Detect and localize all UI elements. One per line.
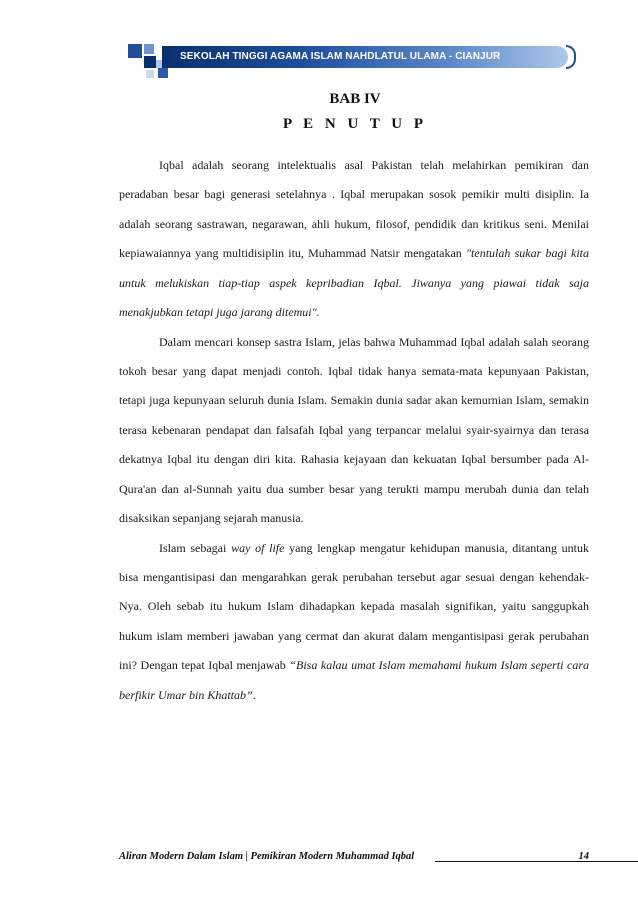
header-banner-cap: [566, 45, 576, 69]
text-run: yang lengkap mengatur kehidupan manusia, ditantang untuk bisa mengantisipasi dan mengarahkan gerak perubahan tersebut agar sesuai dengan kehendak-Nya. Oleh sebab itu hukum Islam dihadapkan kepada masalah signifikan, yaitu sanggupkah hukum islam memberi jawaban yang cermat dan akurat dalam mengantisipasi gerak perubahan ini? Dengan tepat Iqbal menjawab: [119, 540, 589, 673]
page-header: [0, 0, 638, 90]
footer-title: Aliran Modern Dalam Islam | Pemikiran Modern Muhammad Iqbal: [119, 851, 415, 862]
paragraph: [119, 534, 589, 710]
paragraph: [119, 151, 589, 327]
paragraph: [119, 328, 589, 534]
header-logo-square: [144, 44, 154, 54]
page-footer: [119, 851, 589, 867]
italic-text: way of life: [231, 540, 285, 555]
italic-text: "tentulah sukar bagi kita untuk melukiskan tiap-tiap aspek kepribadian Iqbal. Jiwanya yang piawai tidak saja menakjubkan tetapi juga jarang ditemui".: [119, 246, 589, 320]
text-run: Dalam mencari konsep sastra Islam, jelas bahwa Muhammad Iqbal adalah salah seorang tokoh besar yang dapat menjadi contoh. Iqbal tidak hanya semata-mata kepunyaan Pakistan, tetapi juga kepunyaan seluruh dunia Islam. Semakin dunia sadar akan kemurnian Islam, semakin terasa kebenaran pendapat dan falsafah Iqbal yang terpancar melalui syair-syairnya dan terasa dekatnya Iqbal itu dengan diri kita. Rahasia kejayaan dan kekuatan Iqbal bersumber pada Al-Qura'an dan al-Sunnah yaitu dua sumber besar yang terukti mampu merubah dunia dan telah disaksikan sepanjang sejarah manusia.: [119, 334, 589, 526]
body-text: [119, 151, 589, 710]
header-logo-square: [146, 70, 154, 78]
header-logo-square: [144, 56, 156, 68]
footer-rule: [435, 861, 638, 862]
institution-name: SEKOLAH TINGGI AGAMA ISLAM NAHDLATUL ULAMA - CIANJUR: [180, 51, 501, 62]
text-run: Iqbal adalah seorang intelektualis asal Pakistan telah melahirkan pemikiran dan peradaban besar bagi generasi setelahnya . Iqbal merupakan sosok pemikir multi disiplin. Ia adalah seorang sastrawan, negarawan, ahli hukum, filosof, pendidik dan kritikus seni. Menilai kepiawaiannya yang multidisiplin itu, Muhammad Natsir mengatakan: [119, 158, 589, 261]
italic-text: “Bisa kalau umat Islam memahami hukum Islam seperti cara berfikir Umar bin Khattab”: [119, 658, 589, 702]
chapter-heading: BAB IV: [329, 91, 381, 107]
chapter-title: P E N U T U P: [283, 116, 427, 132]
header-logo-square: [128, 44, 142, 58]
header-logo-square: [158, 68, 168, 78]
page-number: 14: [578, 851, 589, 862]
text-run: Islam sebagai: [159, 540, 232, 555]
text-run: .: [252, 687, 256, 702]
